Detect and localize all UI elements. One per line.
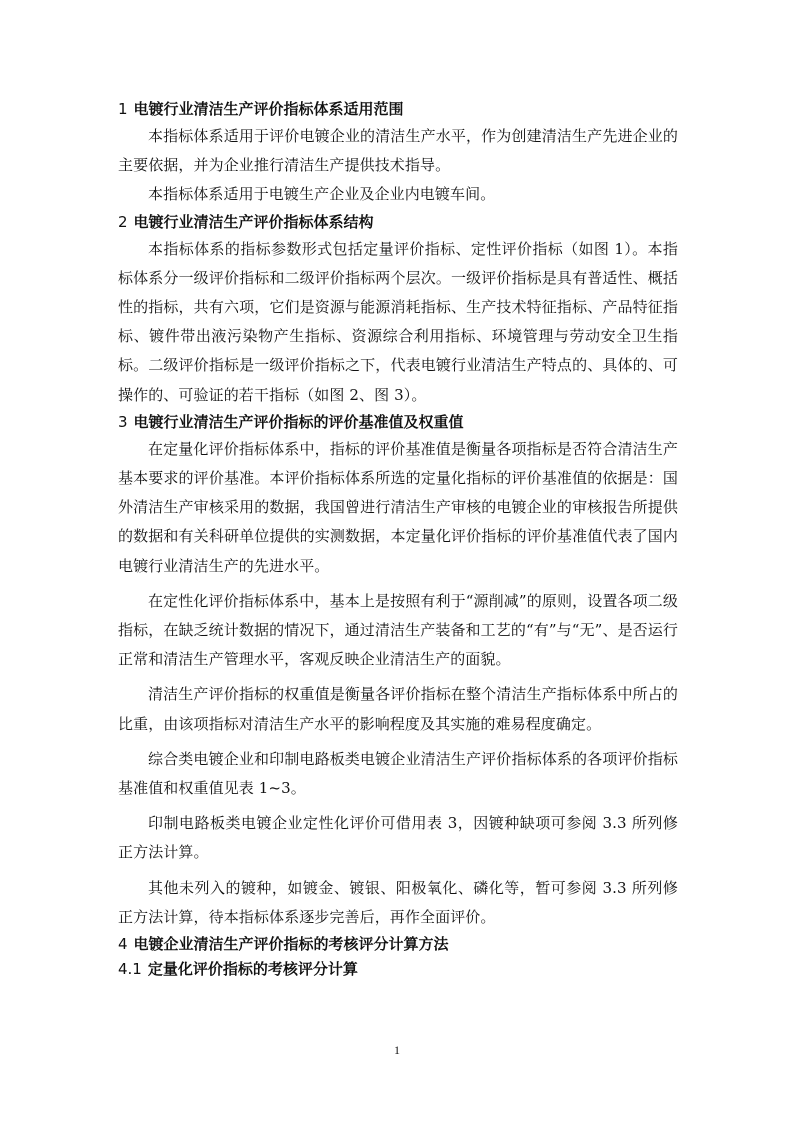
paragraph: 本指标体系适用于电镀生产企业及企业内电镀车间。 (148, 185, 496, 204)
section-title: 电镀企业清洁生产评价指标的考核评分计算方法 (133, 935, 449, 954)
section-heading (118, 410, 678, 432)
paragraph: 其他未列入的镀种，如镀金、镀银、阳极氧化、磷化等，暂可参阅 3.3 所列修正方法计算，待本指标体系逐步完善后，再作全面评价。 (118, 878, 678, 926)
section-number: 1 (118, 100, 128, 118)
section-title: 电镀行业清洁生产评价指标体系结构 (133, 212, 374, 231)
subsection-title: 定量化评价指标的考核评分计算 (147, 960, 358, 979)
paragraph: 在定量化评价指标体系中，指标的评价基准值是衡量各项指标是否符合清洁生产基本要求的评价基准。本评价指标体系所选的定量化指标的评价基准值的依据是：国外清洁生产审核采用的数据，我国曾进行清洁生产审核的电镀企业的审核报告所提供的数据和有关科研单位提供的实测数据，本定量化评价指标的评价基准值代表了国内电镀行业清洁生产的先进水平。 (118, 439, 678, 575)
page-body (118, 97, 678, 982)
section-number: 4 (118, 935, 128, 954)
paragraph: 印制电路板类电镀企业定性化评价可借用表 3，因镀种缺项可参阅 3.3 所列修正方法计算。 (118, 814, 678, 862)
paragraph: 综合类电镀企业和印制电路板类电镀企业清洁生产评价指标体系的各项评价指标基准值和权重值见表 1~3。 (118, 749, 678, 798)
paragraph: 本指标体系适用于评价电镀企业的清洁生产水平，作为创建清洁生产先进企业的主要依据，并为企业推行清洁生产提供技术指导。 (118, 127, 678, 175)
subsection-number: 4.1 (118, 960, 142, 979)
subsection-heading (118, 957, 678, 979)
page-number: 1 (394, 1043, 400, 1057)
paragraph: 本指标体系的指标参数形式包括定量评价指标、定性评价指标（如图 1）。本指标体系分一级评价指标和二级评价指标两个层次。一级评价指标是具有普适性、概括性的指标，共有六项，它们是资源与能源消耗指标、生产技术特征指标、产品特征指标、镀件带出液污染物产生指标、资源综合利用指标、环境管理与劳动安全卫生指标。二级评价指标是一级评价指标之下，代表电镀行业清洁生产特点的、具体的、可操作的、可验证的若干指标（如图 2、图 3）。 (118, 239, 678, 404)
section-number: 2 (118, 212, 128, 231)
section-title: 电镀行业清洁生产评价指标的评价基准值及权重值 (133, 412, 464, 431)
paragraph: 清洁生产评价指标的权重值是衡量各评价指标在整个清洁生产指标体系中所占的比重，由该项指标对清洁生产水平的影响程度及其实施的难易程度确定。 (118, 685, 678, 733)
section-title: 电镀行业清洁生产评价指标体系适用范围 (133, 100, 404, 118)
section-heading (118, 97, 678, 119)
section-number: 3 (118, 412, 128, 431)
section-heading (118, 932, 678, 954)
paragraph: 在定性化评价指标体系中，基本上是按照有利于“源削减”的原则，设置各项二级指标，在缺乏统计数据的情况下，通过清洁生产装备和工艺的“有”与“无”、是否运行正常和清洁生产管理水平，客观反映企业清洁生产的面貌。 (118, 591, 678, 669)
section-heading (118, 210, 678, 232)
